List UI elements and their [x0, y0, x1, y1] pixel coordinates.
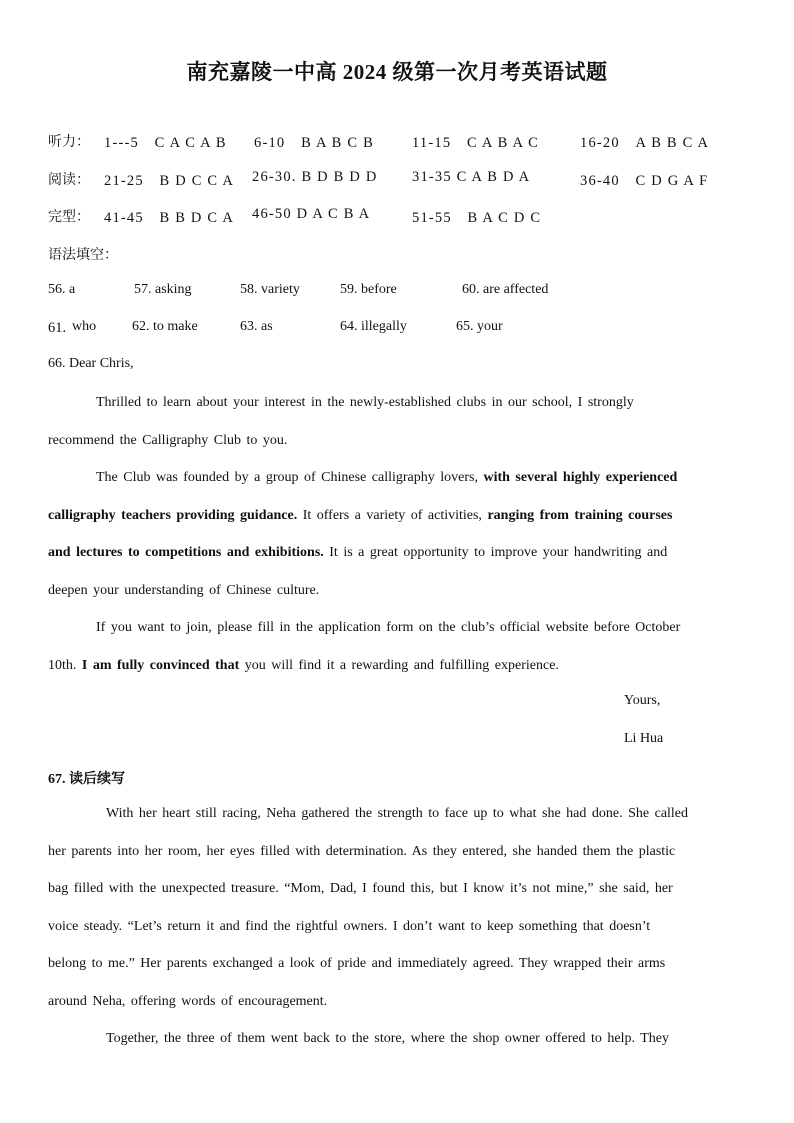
letter-signature: Li Hua [624, 731, 664, 746]
section-number: 67. [48, 772, 66, 787]
answer-group: 6-10 B A B C B [254, 135, 374, 151]
grammar-answer: 64. illegally [340, 319, 407, 334]
letter-line [48, 534, 745, 572]
grammar-answer: 57. asking [134, 282, 192, 297]
grammar-answer: 62. to make [132, 319, 198, 334]
bold-text: with several highly experienced [483, 470, 678, 485]
plain-text: It offers a variety of activities, [302, 507, 482, 523]
answer-group: 51-55 B A C D C [412, 210, 542, 226]
letter-paragraph-3 [48, 609, 745, 684]
grammar-answer: 56. a [48, 282, 76, 297]
essay-line: With her heart still racing, Neha gathered the strength to face up to what she had done. She called [106, 806, 689, 821]
answer-group: 1---5 C A C A B [104, 135, 227, 151]
grammar-answer: 59. before [340, 282, 397, 297]
letter-greeting: 66. Dear Chris, [48, 356, 134, 371]
essay-line: Together, the three of them went back to the store, where the shop owner offered to help. They [106, 1031, 669, 1046]
grammar-answer: 60. are affected [462, 282, 549, 297]
bold-text: and lectures to competitions and exhibitions. [48, 545, 324, 560]
essay-line: voice steady. “Let’s return it and find the rightful owners. I don’t want to keep something that doesn’t [48, 918, 651, 934]
page-title: 南充嘉陵一中高 2024 级第一次月考英语试题 [186, 60, 608, 84]
grammar-answer-number: 61. [48, 320, 67, 336]
continuation-paragraph-2 [48, 1020, 745, 1058]
letter-line: Thrilled to learn about your interest in the newly-established clubs in our school, I strongly [96, 395, 634, 410]
section-label-listening: 听力： [48, 134, 90, 150]
letter-closing: Yours, [624, 693, 661, 708]
letter-line [48, 647, 745, 685]
section-label-cloze: 完型： [48, 209, 90, 225]
bold-text: ranging from training courses [487, 507, 673, 523]
bold-text: calligraphy teachers providing guidance. [48, 507, 298, 523]
answer-group: 31-35 C A B D A [412, 169, 531, 185]
letter-paragraph-1 [48, 384, 745, 459]
answer-group: 21-25 B D C C A [104, 173, 234, 189]
grammar-answer: 65. your [456, 319, 503, 334]
letter-line: recommend the Calligraphy Club to you. [48, 432, 288, 448]
section-label-reading: 阅读： [48, 172, 90, 188]
essay-line: bag filled with the unexpected treasure. “Mom, Dad, I found this, but I know it’s not mine,” she said, her [48, 881, 673, 896]
letter-line [48, 497, 745, 535]
essay-line: around Neha, offering words of encouragement. [48, 993, 328, 1009]
section-title: 读后续写 [69, 771, 125, 787]
grammar-answer: who [72, 319, 97, 334]
grammar-answer: 63. as [240, 319, 273, 334]
essay-line: her parents into her room, her eyes filled with determination. As they entered, she handed them the plastic [48, 843, 676, 859]
answer-group: 41-45 B B D C A [104, 210, 234, 226]
answer-group: 16-20 A B B C A [580, 135, 710, 151]
letter-line: If you want to join, please fill in the application form on the club’s official website before October [96, 620, 681, 635]
bold-text: I am fully convinced that [81, 657, 240, 673]
continuation-paragraph-1 [48, 795, 745, 1020]
section-label-grammar: 语法填空： [48, 247, 118, 263]
answer-group: 46-50 D A C B A [252, 206, 371, 222]
plain-text: The Club was founded by a group of Chinese calligraphy lovers, [96, 470, 478, 485]
letter-line: deepen your understanding of Chinese culture. [48, 582, 320, 598]
essay-line: belong to me.” Her parents exchanged a look of pride and immediately agreed. They wrapped their arms [48, 956, 666, 971]
answer-group: 11-15 C A B A C [412, 135, 540, 151]
answer-group: 26-30. B D B D D [252, 169, 378, 185]
plain-text: It is a great opportunity to improve your handwriting and [329, 545, 668, 560]
letter-line [48, 459, 745, 497]
letter-paragraph-2 [48, 459, 745, 609]
plain-text: 10th. [48, 657, 77, 673]
answer-group: 36-40 C D G A F [580, 173, 709, 189]
grammar-answer: 58. variety [240, 282, 300, 297]
plain-text: you will find it a rewarding and fulfilling experience. [244, 657, 559, 673]
section-heading-67 [48, 768, 125, 788]
